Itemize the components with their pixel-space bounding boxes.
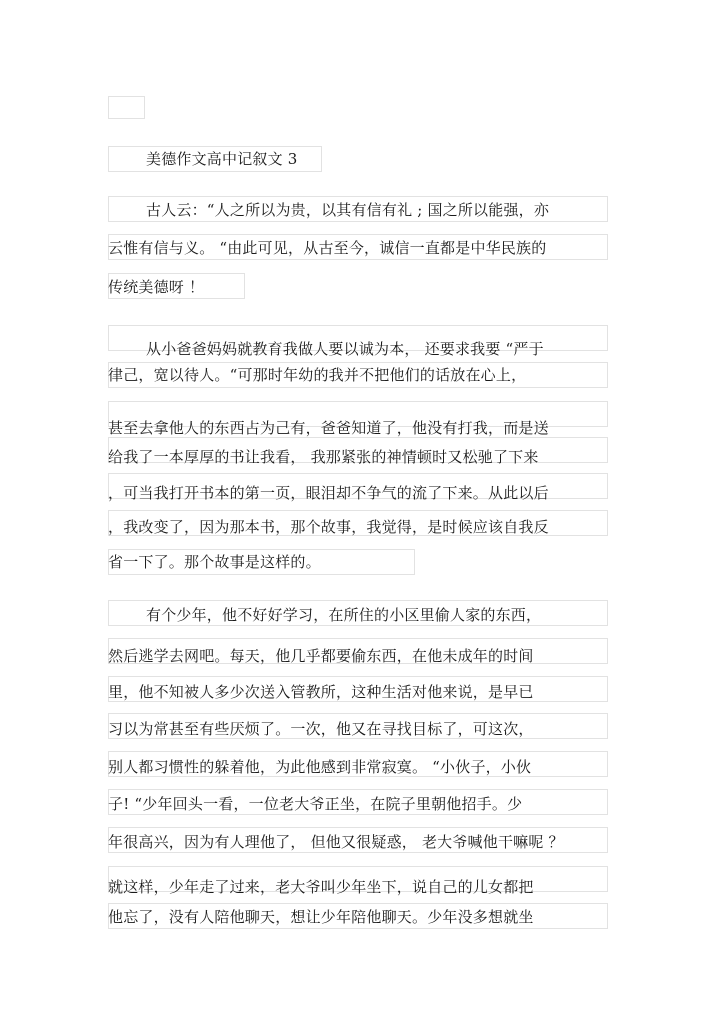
empty-header-box: [108, 96, 145, 119]
paragraph-1-line-3: 传统美德呀 ！: [108, 278, 205, 296]
paragraph-3-line-3: 里，他不知被人多少次送入管教所，这种生活对他来说，是早已: [108, 683, 534, 701]
paragraph-3-line-7: 年很高兴，因为有人理他了， 但他又很疑惑， 老大爷喊他干嘛呢 ？: [108, 833, 564, 851]
paragraph-2-line-5: ，可当我打开书本的第一页，眼泪却不争气的流了下来。从此以后: [108, 484, 549, 502]
paragraph-1-line-1: 古人云：“人之所以为贵，以其有信有礼 ; 国之所以能强，亦: [146, 201, 550, 219]
paragraph-2-line-4: 给我了一本厚厚的书让我看， 我那紧张的神情顿时又松驰了下来: [108, 448, 539, 466]
paragraph-2-line-7: 省一下了。那个故事是这样的。: [108, 553, 321, 571]
paragraph-3-line-2: 然后逃学去网吧。每天，他几乎都要偷东西，在他未成年的时间: [108, 647, 534, 665]
document-title: 美德作文高中记叙文 3: [146, 150, 298, 168]
paragraph-3-line-9: 他忘了，没有人陪他聊天，想让少年陪他聊天。少年没多想就坐: [108, 908, 534, 926]
paragraph-1-line-2: 云惟有信与义。 “由此可见，从古至今，诚信一直都是中华民族的: [108, 239, 547, 257]
paragraph-2-line-6: ，我改变了，因为那本书，那个故事，我觉得，是时候应该自我反: [108, 518, 549, 536]
paragraph-3-line-8: 就这样，少年走了过来，老大爷叫少年坐下，说自己的儿女都把: [108, 878, 534, 896]
paragraph-2-line-2: 律己，宽以待人。“可那时年幼的我并不把他们的话放在心上，: [108, 366, 527, 384]
paragraph-2-line-3: 甚至去拿他人的东西占为己有，爸爸知道了，他没有打我，而是送: [108, 419, 549, 437]
paragraph-3-line-1: 有个少年，他不好好学习，在所住的小区里偷人家的东西，: [146, 606, 542, 624]
paragraph-2-line-1: 从小爸爸妈妈就教育我做人要以诚为本， 还要求我要 “严于: [146, 340, 544, 358]
paragraph-3-line-6: 子! “少年回头一看，一位老大爷正坐，在院子里朝他招手。少: [108, 795, 523, 813]
paragraph-3-line-5: 别人都习惯性的躲着他，为此他感到非常寂寞。 “小伙子，小伙: [108, 758, 532, 776]
paragraph-3-line-4: 习以为常甚至有些厌烦了。一次，他又在寻找目标了，可这次，: [108, 720, 534, 738]
